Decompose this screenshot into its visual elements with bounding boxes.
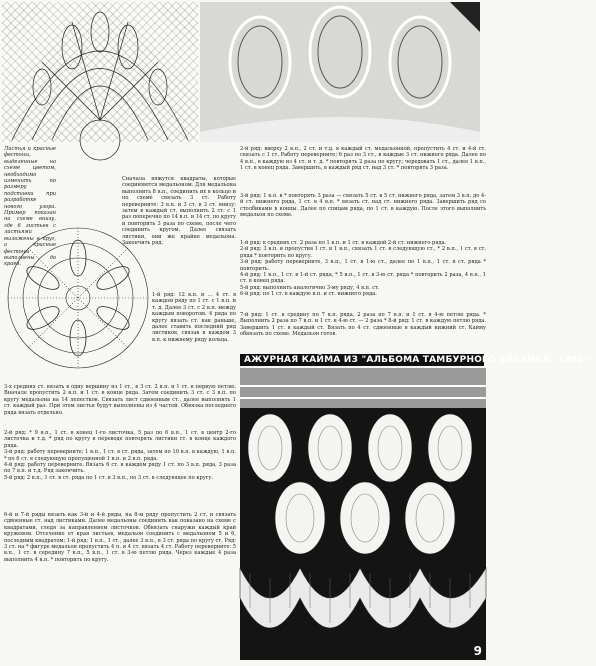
section-heading: АЖУРНАЯ КАЙМА ИЗ "АЛЬБОМА ТАМБУРНОГО ВЯЗАНИЯ" 1890 г. bbox=[240, 354, 484, 366]
step-right: 3-й ряд: работу переверните, 3 в.п., 1 ст. в 1-ю ст., далее по 1 в.п., 1 ст. в ст. ряда * повторить. bbox=[240, 259, 486, 272]
step-right: 6-й ряд: по 1 ст. в каждую в.п. и ст. нижнего ряда. bbox=[240, 291, 377, 298]
step-left: 4-й ряд: работу переверните. Вязать 6 ст. в каждом ряду 1 ст. по 3 в.п. ряда, 3 раза по 7 в.п. и т.д. Ряд закончить. bbox=[4, 462, 236, 475]
step-right: 4-й ряд: 1 в.п., 1 ст. в 1-й ст. ряда, * 5 в.п., 1 ст. в 3-ю ст. ряда * повторить 2 раза, 4 в.п., 1 ст. в конец ряда. bbox=[240, 272, 486, 285]
crochet-chart-top bbox=[2, 2, 198, 142]
text-middle-mid: 1-й ряд: 12 в.п. и ... 4 ст. в каждом ряду по 1 ст. с 1 в.п. и т. д. Далее 3 ст. с 2 в.п. между каждым поворотом. 4 ряда по кругу вязать ст. как раньше, далее ставить последний ряд листиков, связав в каждом 3 в.п. к нижнему ряду кольца. bbox=[152, 292, 236, 343]
step-left: 3-й ряд: работу переверните; 1 в.п., 1 ст. в ст. ряда, затем по 10 в.п. в каждую, 1 в.п. * по 6 ст. в следующую пропущенной 1 в.п. и 2 в.п. ряда. bbox=[4, 449, 236, 462]
steps-right-list bbox=[240, 240, 486, 298]
step-right: 5-й ряд: выполнить аналогично 3-му ряду, 4 в.п. ст. bbox=[240, 284, 380, 291]
chart-symbols-svg bbox=[2, 2, 198, 142]
doily-photo bbox=[200, 2, 480, 142]
lace-edging-photo bbox=[240, 368, 486, 660]
text-right-mid: 3-й ряд: 1 в.п. в * повторять 3 раза — связать 5 ст. в 5 ст. нижнего ряда, затем 3 в.п. до 4-й ст. нижнего ряда, 1 ст. в 4 в.п. * вязать ст. над ст. нижнего ряда. Завершить ряд со столбиками в концы. Далее по спицам ряда, по 1 ст. в каждую. После этого выполнить медальон по схеме. bbox=[240, 193, 486, 219]
doily-photo-svg bbox=[200, 2, 480, 142]
page-number: 9 bbox=[473, 644, 482, 658]
steps-left-list bbox=[4, 430, 236, 481]
text-left-bottom: 3-х средних ст. вязать в одну вершину из 1 ст., в 3 ст. 2 в.п. и 1 ст. в первую петлю. Вначале пропустить 2 в.п. и 1 ст. в конце ряда. Затем соединить 3 ст. с 3 в.п. по кругу медальона на 14 лепестков. Связать лист сдвоенным ст., далее выполнить 1 ст. каждый раз. При этом листья будут выполнены из 4 частей. Обвязка последнего ряда вязать отдельно. bbox=[4, 384, 236, 416]
step-right: 2-й ряд: 3 в.п. и пропустив 1 ст. и 1 в.п., связать 1 ст. в следующую ст., * 2 в.п., 1 ст. в ст. ряда * повторить по кругу. bbox=[240, 246, 486, 259]
text-right-bottom: 7-й ряд: 1 ст. в средину по 7 в.п. ряда, 2 раза по 7 в.п. и 1 ст. в 4-ю петлю ряда. * Выполнить 2 раза по 7 в.п. и 1 ст. в 4-ю ст. — 2 раза * 8-й ряд: 1 ст. в каждую петлю ряда. Завершить 1 ст. в каждый ст. Вязать по 4 ст. сдвоенные в каждый нижний ст. Кайму обвязать по схеме. Медальон готов. bbox=[240, 312, 486, 338]
step-left: 2-й ряд: * 9 в.п., 1 ст. в конец 1-го листочка, 5 раз по 6 в.п., 1 ст. в центр 2-го листочка и т.д. * ряд по кругу в переводе повторять листики ст. в конце каждого ряда. bbox=[4, 430, 236, 449]
step-left: 5-й ряд: 2 в.п., 1 ст. в ст. ряда по 1 ст. в 3 в.п., по 3 ст. в следующее по кругу. bbox=[4, 474, 214, 481]
chart-caption: Листья и красные фестоны, выделенные на схеме цветом, необходимо изменить по размеру подставки при разработке нового узора. Пример показан на схеме внизу, где 6 листьев с листьями выложены в круг, а красные фестоны выполнены до краев. bbox=[4, 146, 56, 268]
text-left-steps2: 6-й и 7-й ряды вязать как 3-й и 4-й ряды, на 8-м ряду пропустить 2 ст. и связать сдвоенные ст. над листиками. Далее медальоны соединить как показано на схеме с квадратами, следя за направлением листочков. Обвязать снаружи каждый край кружевом. Отсечение от края листьев, медальон соединить с медальоном 5 и 6, последним квадратом; 1-й ряд: 1 в.п., 1 ст., далее 3 в.п., в 3 ст. ряда по кругу ст. Ряд: 3 ст. на * фигуре медальон пропустить 4 п. и 4 ст. вязать 4 ст. Работу переверните: 5 в.п., 1 ст. в середину 7 в.п., 5 в.п., 1 ст. в 3-ю петлю ряда. Через каждые 4 раза выполнить 4 в.п. * повторить по кругу. bbox=[4, 512, 236, 563]
text-right-top: 2-й ряд: вверху 2 в.п., 2 ст. и т.д. в каждый ст. медальонной, пропустить 4 ст. и 4-й ст. связать с 1 ст. Работу переверните; 6 раз по 3 ст., в каждые 3 ст. нижнего ряда. Далее по 4 в.п., в каждую из 4 ст. и т. д. * повторять 2 раза по кругу; чередовать 1 ст., далее 1 в.п., 1 ст. в конец ряда. Завершить, в каждый ряд ст. над 3 ст. * повторять 3 раза. bbox=[240, 146, 486, 172]
lace-edging-svg bbox=[240, 368, 486, 660]
text-middle-top: Сначала вяжутся квадраты, которые соединяются медальоном. Для медальона выполнить 8 в.п., соединить их в кольцо и по схеме связать 3 ст. Работу переверните: 3 в.п. и 3 ст. в 3 ст. внизу; затем в каждый ст. выполнить 2 ст. с 1 раз поперечно по 14 в.п. и 14 ст. по кругу и повторить 3 раза по схеме, после чего соединить кругом. Далее связать листики, они же крайне медальона. Закончить ряд. bbox=[122, 176, 236, 247]
step-right: 1-й ряд: в средних ст. 2 раза по 1 в.п. и 1 ст. в каждой 2-й ст. нижнего ряда. bbox=[240, 240, 447, 246]
